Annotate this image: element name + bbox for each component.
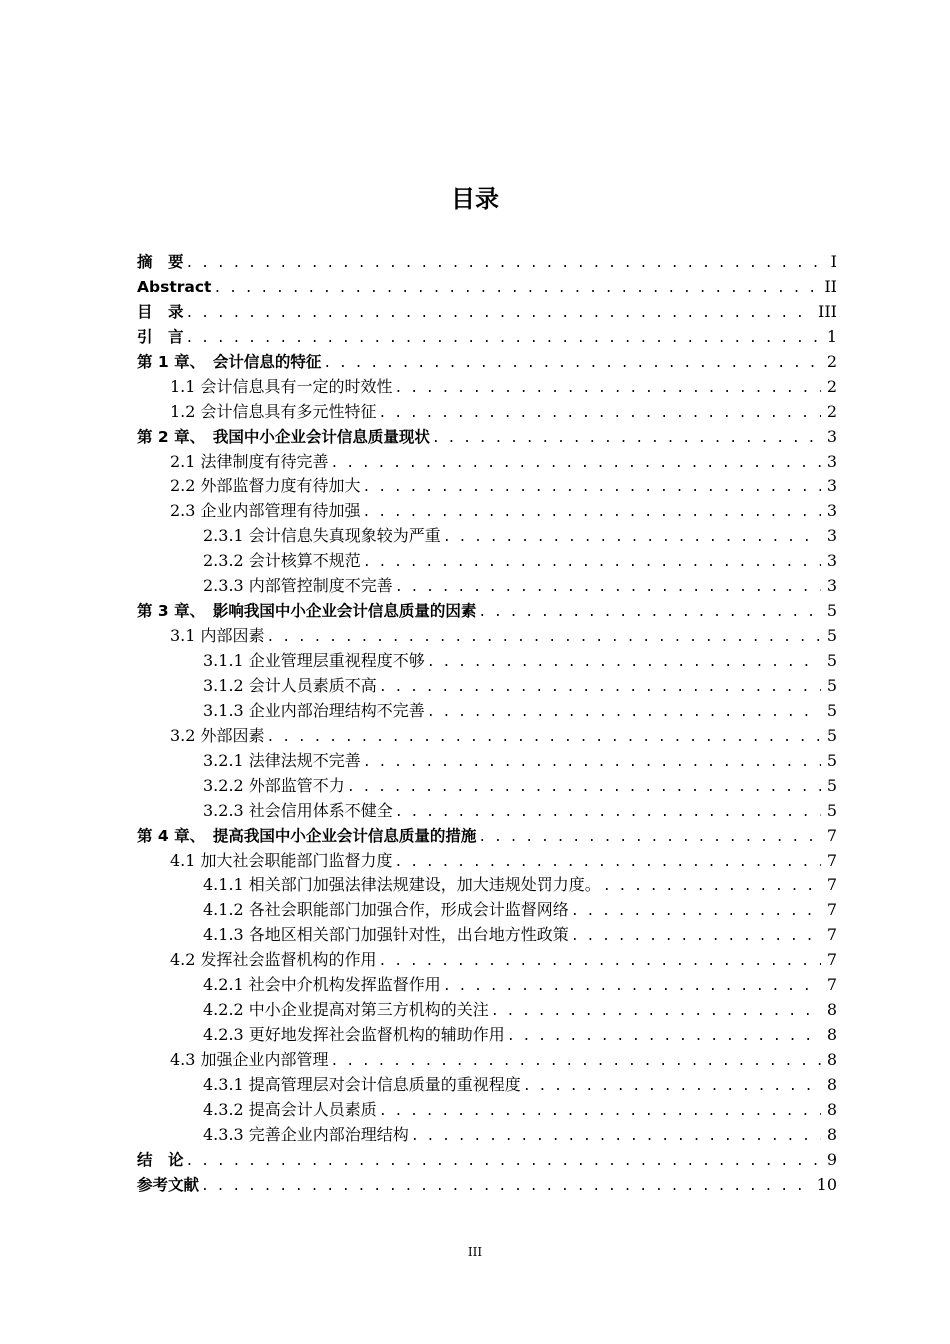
toc-entry[interactable] bbox=[137, 774, 837, 799]
toc-entry-title: 3.1.2 会计人员素质不高 bbox=[203, 675, 377, 695]
toc-entry[interactable] bbox=[137, 1173, 837, 1198]
toc-entry-title: 4.1.2 各社会职能部门加强合作，形成会计监督网络 bbox=[203, 900, 569, 920]
toc-entry-title: 2.3 企业内部管理有待加强 bbox=[170, 501, 361, 521]
toc-entry-page: 9 bbox=[826, 1149, 837, 1169]
toc-entry[interactable] bbox=[137, 973, 837, 998]
toc-entry-page: 7 bbox=[826, 875, 837, 895]
toc-entry-page: 2 bbox=[826, 376, 837, 396]
toc-entry-page: 5 bbox=[826, 626, 837, 646]
toc-entry-page: 3 bbox=[826, 501, 837, 521]
toc-entry-title: 4.2.1 社会中介机构发挥监督作用 bbox=[203, 975, 441, 995]
toc-entry-title: 引 言 bbox=[137, 327, 184, 346]
toc-entry[interactable] bbox=[137, 898, 837, 923]
toc-entry[interactable] bbox=[137, 325, 837, 350]
toc-leader-dots bbox=[432, 427, 821, 452]
toc-leader-dots bbox=[186, 252, 825, 277]
toc-entry-page: 3 bbox=[826, 426, 837, 446]
toc-leader-dots bbox=[186, 327, 821, 352]
toc-entry-title: Abstract bbox=[137, 277, 212, 296]
toc-entry[interactable] bbox=[137, 574, 837, 599]
toc-leader-dots bbox=[379, 950, 821, 975]
toc-leader-dots bbox=[411, 1125, 821, 1150]
toc-entry-title: 摘 要 bbox=[137, 253, 184, 271]
toc-entry-page: 3 bbox=[826, 526, 837, 546]
toc-entry-page: 8 bbox=[826, 1000, 837, 1020]
toc-entry[interactable] bbox=[137, 948, 837, 973]
toc-entry-page: 8 bbox=[826, 1050, 837, 1069]
toc-entry[interactable] bbox=[137, 474, 837, 499]
page-title: 目录 bbox=[451, 185, 499, 213]
toc-entry-page: 5 bbox=[826, 700, 837, 720]
toc-leader-dots bbox=[395, 576, 821, 601]
toc-entry-title: 第 2 章、 我国中小企业会计信息质量现状 bbox=[137, 427, 430, 446]
toc-entry-page: 8 bbox=[826, 1099, 837, 1119]
toc-entry[interactable] bbox=[137, 849, 837, 874]
toc-entry-page: 1 bbox=[826, 326, 837, 346]
toc-entry-title: 目 录 bbox=[137, 302, 184, 321]
toc-entry-title: 3.1.1 企业管理层重视程度不够 bbox=[203, 651, 425, 670]
toc-entry-title: 4.3.3 完善企业内部治理结构 bbox=[203, 1124, 409, 1144]
toc-leader-dots bbox=[443, 975, 821, 1000]
toc-leader-dots bbox=[427, 651, 821, 676]
toc-entry[interactable] bbox=[137, 699, 837, 724]
toc-entry[interactable] bbox=[137, 749, 837, 774]
toc-entry-page: 3 bbox=[826, 551, 837, 571]
toc-leader-dots bbox=[363, 551, 821, 576]
toc-entry-title: 4.2 发挥社会监督机构的作用 bbox=[170, 950, 377, 970]
toc-entry[interactable] bbox=[137, 624, 837, 649]
toc-entry[interactable] bbox=[137, 300, 837, 325]
toc-entry-title: 2.3.3 内部管控制度不完善 bbox=[203, 576, 393, 596]
toc-leader-dots bbox=[571, 925, 821, 950]
toc-entry-title: 4.1 加大社会职能部门监督力度 bbox=[170, 850, 393, 870]
toc-entry-title: 3.2.2 外部监管不力 bbox=[203, 775, 345, 795]
toc-entry-title: 4.1.1 相关部门加强法律法规建设，加大违规处罚力度。 bbox=[203, 875, 601, 895]
toc-entry-page: I bbox=[830, 252, 837, 271]
toc-leader-dots bbox=[603, 875, 821, 900]
toc-entry[interactable] bbox=[137, 524, 837, 549]
toc-entry-page: 7 bbox=[826, 925, 837, 945]
toc-entry-page: 3 bbox=[826, 576, 837, 596]
toc-entry-page: 5 bbox=[826, 775, 837, 795]
toc-entry[interactable] bbox=[137, 923, 837, 948]
toc-leader-dots bbox=[213, 277, 818, 302]
toc-leader-dots bbox=[186, 1150, 821, 1175]
toc-leader-dots bbox=[491, 1000, 821, 1025]
toc-entry-page: 7 bbox=[826, 850, 837, 870]
toc-leader-dots bbox=[379, 402, 821, 427]
toc-leader-dots bbox=[201, 1175, 811, 1200]
toc-leader-dots bbox=[478, 601, 820, 626]
toc-entry-page: II bbox=[824, 276, 837, 296]
toc-entry-title: 3.2.3 社会信用体系不健全 bbox=[203, 800, 393, 820]
toc-entry-title: 4.3.1 提高管理层对会计信息质量的重视程度 bbox=[203, 1074, 521, 1094]
toc-entry[interactable] bbox=[137, 425, 837, 450]
page-footer-number: III bbox=[467, 1245, 483, 1259]
toc-entry[interactable] bbox=[137, 824, 837, 849]
toc-entry[interactable] bbox=[137, 499, 837, 524]
toc-entry-title: 第 3 章、 影响我国中小企业会计信息质量的因素 bbox=[137, 602, 477, 621]
toc-entry-page: 7 bbox=[826, 825, 837, 845]
toc-entry-page: 7 bbox=[826, 900, 837, 920]
toc-entry[interactable] bbox=[137, 350, 837, 375]
toc-entry-page: 5 bbox=[826, 800, 837, 820]
toc-entry-page: 8 bbox=[826, 1074, 837, 1094]
toc-entry-title: 1.1 会计信息具有一定的时效性 bbox=[170, 376, 393, 396]
toc-leader-dots bbox=[267, 626, 821, 651]
toc-entry-page: 3 bbox=[826, 451, 837, 471]
toc-entry[interactable] bbox=[137, 400, 837, 425]
toc-entry[interactable] bbox=[137, 724, 837, 749]
toc-leader-dots bbox=[507, 1025, 821, 1050]
toc-leader-dots bbox=[323, 352, 820, 377]
toc-entry[interactable] bbox=[137, 649, 837, 674]
toc-leader-dots bbox=[363, 476, 821, 501]
toc-leader-dots bbox=[395, 377, 821, 402]
toc-entry[interactable] bbox=[137, 549, 837, 574]
toc-entry-page: 5 bbox=[826, 675, 837, 695]
toc-leader-dots bbox=[363, 501, 821, 526]
toc-leader-dots bbox=[395, 801, 821, 826]
toc-entry-page: 5 bbox=[826, 651, 837, 670]
toc-entry-page: 5 bbox=[826, 601, 837, 621]
toc-entry-title: 第 1 章、 会计信息的特征 bbox=[137, 352, 322, 371]
toc-leader-dots bbox=[331, 452, 821, 477]
toc-entry-page: 3 bbox=[826, 476, 837, 496]
toc-entry[interactable] bbox=[137, 1123, 837, 1148]
toc-leader-dots bbox=[379, 1100, 821, 1125]
toc-entry-title: 4.2.3 更好地发挥社会监督机构的辅助作用 bbox=[203, 1025, 505, 1045]
toc-entry[interactable] bbox=[137, 674, 837, 699]
toc-entry-title: 第 4 章、 提高我国中小企业会计信息质量的措施 bbox=[137, 826, 477, 845]
toc-leader-dots bbox=[363, 751, 821, 776]
toc-entry-title: 4.3.2 提高会计人员素质 bbox=[203, 1099, 377, 1119]
toc-leader-dots bbox=[267, 726, 821, 751]
toc-entry[interactable] bbox=[137, 799, 837, 824]
toc-entry-title: 3.2 外部因素 bbox=[170, 725, 265, 745]
toc-entry-title: 参考文献 bbox=[137, 1175, 200, 1194]
toc-entry-title: 3.1.3 企业内部治理结构不完善 bbox=[203, 700, 425, 720]
toc-leader-dots bbox=[331, 1050, 821, 1075]
toc-entry-title: 4.1.3 各地区相关部门加强针对性，出台地方性政策 bbox=[203, 925, 569, 945]
toc-leader-dots bbox=[395, 851, 821, 876]
toc-entry-page: III bbox=[818, 301, 837, 321]
toc-entry-title: 2.3.2 会计核算不规范 bbox=[203, 551, 361, 571]
toc-entry-title: 4.2.2 中小企业提高对第三方机构的关注 bbox=[203, 1000, 489, 1020]
toc-entry-title: 2.3.1 会计信息失真现象较为严重 bbox=[203, 526, 441, 546]
toc-entry[interactable] bbox=[137, 998, 837, 1023]
toc-entry-title: 2.1 法律制度有待完善 bbox=[170, 451, 329, 471]
toc-entry[interactable] bbox=[137, 599, 837, 624]
toc-leader-dots bbox=[523, 1075, 821, 1100]
toc-entry[interactable] bbox=[137, 1073, 837, 1098]
toc-entry-title: 3.2.1 法律法规不完善 bbox=[203, 750, 361, 770]
toc-entry-page: 7 bbox=[826, 950, 837, 970]
toc-entry-title: 3.1 内部因素 bbox=[170, 626, 265, 646]
toc-entry[interactable] bbox=[137, 250, 837, 275]
toc-entry-page: 7 bbox=[826, 975, 837, 995]
toc-entry[interactable] bbox=[137, 275, 837, 300]
toc-leader-dots bbox=[427, 701, 821, 726]
toc-leader-dots bbox=[478, 826, 820, 851]
toc-entry[interactable] bbox=[137, 375, 837, 400]
toc-entry[interactable] bbox=[137, 450, 837, 475]
toc-leader-dots bbox=[443, 526, 821, 551]
toc-entry[interactable] bbox=[137, 1148, 837, 1173]
toc-entry-page: 2 bbox=[826, 401, 837, 421]
toc-entry-page: 8 bbox=[826, 1025, 837, 1045]
toc-entry[interactable] bbox=[137, 1023, 837, 1048]
toc-entry-page: 5 bbox=[826, 725, 837, 745]
toc-entry[interactable] bbox=[137, 1098, 837, 1123]
toc-leader-dots bbox=[186, 302, 813, 327]
toc-entry[interactable] bbox=[137, 873, 837, 898]
toc-entry-page: 2 bbox=[826, 351, 837, 371]
toc-leader-dots bbox=[571, 900, 821, 925]
table-of-contents bbox=[137, 250, 837, 1198]
toc-entry-title: 结 论 bbox=[137, 1150, 184, 1169]
toc-entry-title: 1.2 会计信息具有多元性特征 bbox=[170, 401, 377, 421]
toc-entry-title: 4.3 加强企业内部管理 bbox=[170, 1050, 329, 1069]
toc-entry-title: 2.2 外部监督力度有待加大 bbox=[170, 476, 361, 496]
toc-entry-page: 8 bbox=[826, 1124, 837, 1144]
toc-leader-dots bbox=[347, 776, 821, 801]
toc-leader-dots bbox=[379, 676, 821, 701]
toc-entry[interactable] bbox=[137, 1048, 837, 1073]
toc-entry-page: 10 bbox=[816, 1174, 837, 1194]
toc-entry-page: 5 bbox=[826, 750, 837, 770]
